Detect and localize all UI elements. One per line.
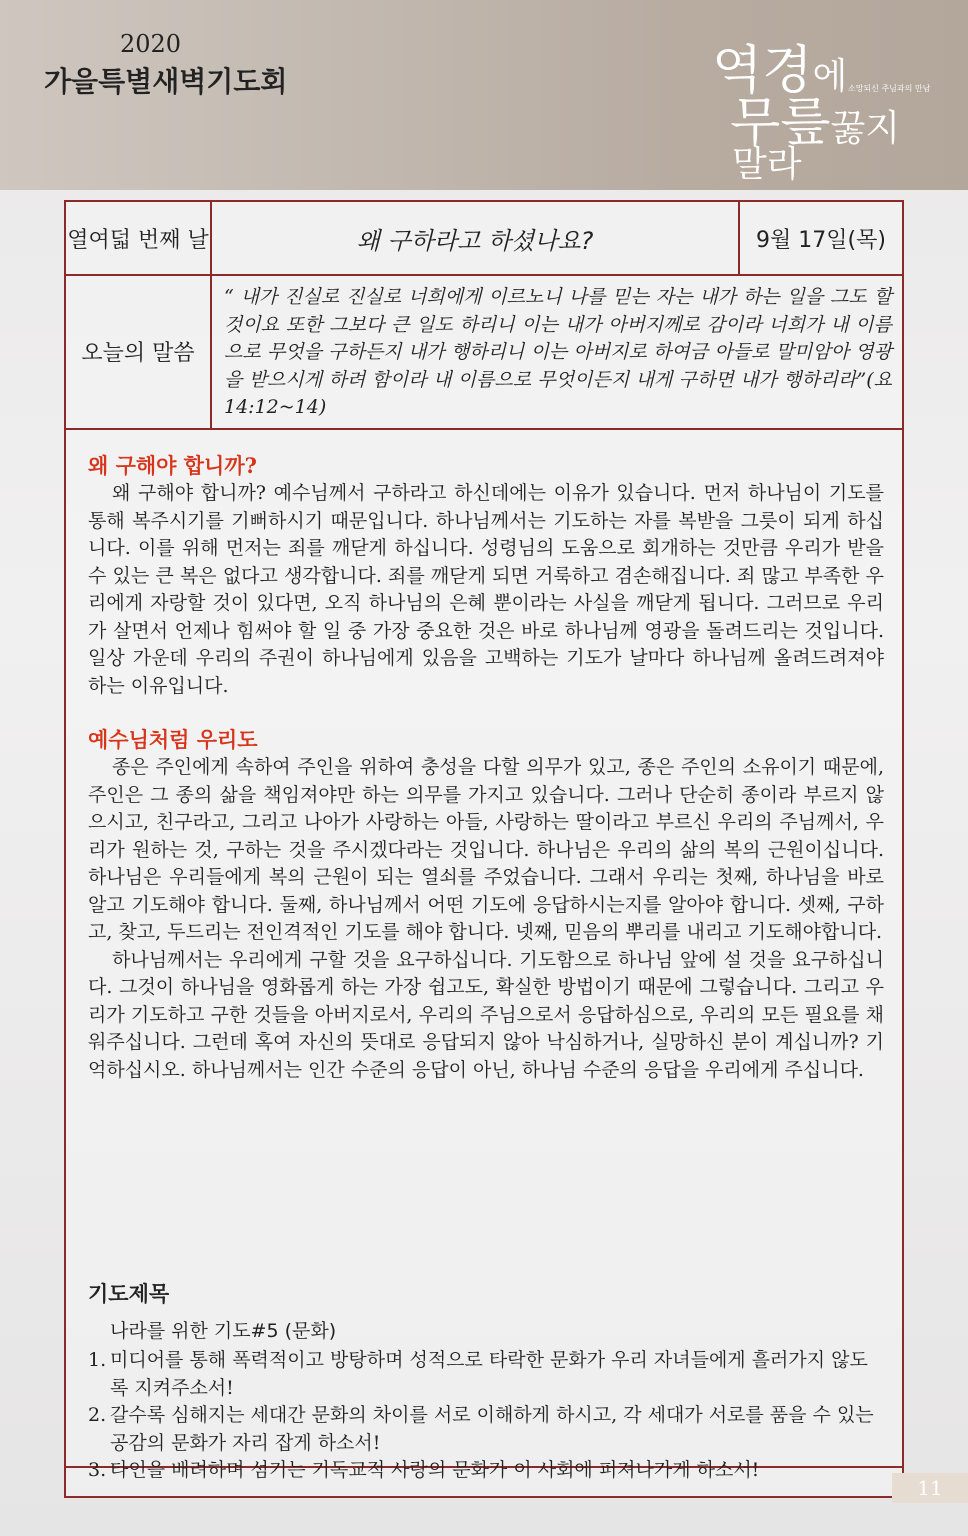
prayer-subtitle: 나라를 위한 기도#5 (문화) [110,1320,337,1342]
page-number: 11 [892,1473,968,1503]
devotional-title: 왜 구하라고 하셨나요? [212,202,740,274]
word-row [66,274,902,430]
prayer-title: 기도제목 [88,1282,170,1306]
word-label: 오늘의 말씀 [66,274,212,428]
title-row [66,202,902,276]
logo-text: 역경 [712,41,813,101]
prayer-list [88,1347,884,1485]
header-event-title: 가을특별새벽기도회 [44,65,288,98]
devotional-body [88,452,884,1084]
devotional-date: 9월 17일(목) [756,227,886,253]
logo-text: 에 [812,56,848,97]
prayer-item [88,1402,884,1457]
section-title: 예수님처럼 우리도 [88,727,258,752]
logo-text: 꿇지 [830,108,901,149]
section-paragraph: 하나님께서는 우리에게 구할 것을 요구하십니다. 기도함으로 하나님 앞에 설 것을 요구하십니다. 그것이 하나님을 영화롭게 하는 가장 쉽고도, 확실한 방법이기 때문에 그렇습니다. 그리고 우리가 기도하고 구한 것들을 아버지로서, 우리의 주님으로서 응답하심으로, 우리의 모든 필요를 채워주십니다. 그런데 혹여 자신의 뜻대로 응답되지 않아 낙심하거나, 실망하신 분이 계십니까? 기억하십시오. 하나님께서는 인간 수준의 응답이 아닌, 하나님 수준의 응답을 우리에게 주십니다. [88,948,884,1081]
verse-text: “ 내가 진실로 진실로 너희에게 이르노니 나를 믿는 자는 내가 하는 일을 그도 할 것이요 또한 그보다 큰 일도 하리니 이는 내가 아버지께로 감이라 너희가 내 이름으로 무엇을 구하든지 내가 행하리니 이는 아버지로 하여금 아들로 말미암아 영광을 받으시게 하려 함이라 내 이름으로 무엇이든지 내게 구하면 내가 행하리라”(요 14:12~14) [224,286,892,418]
prayer-item-text: 미디어를 통해 폭력적이고 방탕하며 성적으로 타락한 문화가 우리 자녀들에게 흘러가지 않도록 지켜주소서! [110,1349,868,1399]
prayer-item-text: 타인을 배려하며 섬기는 기독교적 사랑의 문화가 이 사회에 퍼져나가게 하소서! [110,1459,760,1481]
prayer-section [88,1278,884,1485]
page-header [0,0,968,190]
logo-line-3: 말라 [732,144,802,185]
header-year: 2020 [120,30,182,58]
section-title: 왜 구해야 합니까? [88,453,257,478]
section-paragraph: 왜 구해야 합니까? 예수님께서 구하라고 하신데에는 이유가 있습니다. 먼저 하나님이 기도를 통해 복주시기를 기뻐하시기 때문입니다. 하나님께서는 기도하는 자를 복받을 그릇이 되게 하십니다. 이를 위해 먼저는 죄를 깨닫게 하십니다. 성령님의 도움으로 회개하는 것만큼 우리가 받을 수 있는 큰 복은 없다고 생각합니다. 죄를 깨닫게 되면 거룩하고 겸손해집니다. 죄 많고 부족한 우리에게 자랑할 것이 있다면, 오직 하나님의 은혜 뿐이라는 사실을 깨닫게 됩니다. 그러므로 우리가 살면서 언제나 힘써야 할 일 중 가장 중요한 것은 바로 하나님께 영광을 돌려드리는 것입니다. 일상 가운데 우리의 주권이 하나님에게 있음을 고백하는 기도가 날마다 하나님께 올려드려져야 하는 이유입니다. [88,482,884,697]
prayer-item-number: 2. [88,1404,107,1426]
verse-cell [212,274,902,428]
logo-tagline: 소망되신 주님과의 만남 [848,84,931,93]
prayer-item-number: 1. [88,1349,107,1371]
prayer-item [88,1347,884,1402]
event-logo [712,28,942,185]
prayer-item-text: 갈수록 심해지는 세대간 문화의 차이를 서로 이해하게 하시고, 각 세대가 서로를 품을 수 있는 공감의 문화가 자리 잡게 하소서! [110,1404,874,1454]
section-paragraph: 종은 주인에게 속하여 주인을 위하여 충성을 다할 의무가 있고, 종은 주인의 소유이기 때문에, 주인은 그 종의 삶을 책임져야만 하는 의무를 가지고 있습니다. 그러나 단순히 종이라 부르지 않으시고, 친구라고, 그리고 나아가 사랑하는 아들, 사랑하는 딸이라고 부르신 우리의 주님께서, 우리가 원하는 것, 구하는 것을 주시겠다라는 것입니다. 하나님은 우리의 삶의 복의 근원이십니다. 하나님은 우리들에게 복의 근원이 되는 열쇠를 주었습니다. 그래서 우리는 첫째, 하나님을 바로 알고 기도해야 합니다. 둘째, 하나님께서 어떤 기도에 응답하시는지를 알아야 합니다. 셋째, 구하고, 찾고, 두드리는 전인격적인 기도를 해야 합니다. 넷째, 믿음의 뿌리를 내리고 기도해야합니다. [88,756,884,943]
devotional-frame [64,200,904,1498]
prayer-item [88,1457,884,1485]
logo-text: 무릎 [730,93,831,153]
prayer-item-number: 3. [88,1459,107,1481]
day-label: 열여덟 번째 날 [66,202,212,274]
